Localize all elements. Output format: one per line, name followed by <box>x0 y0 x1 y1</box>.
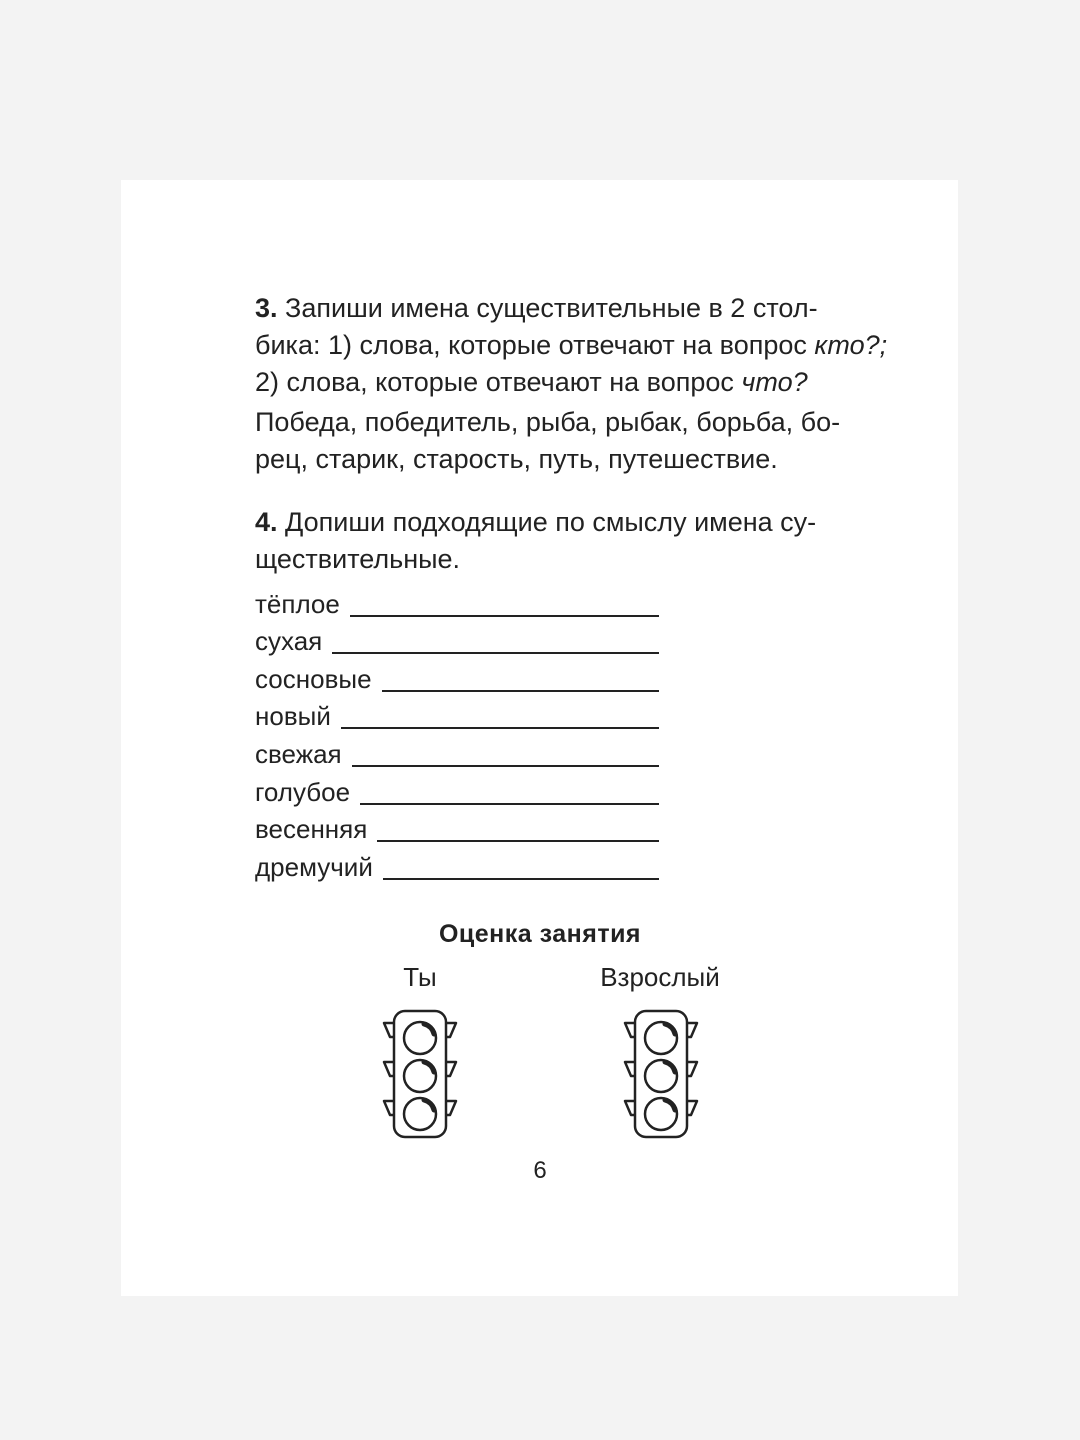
adjective: дремучий <box>255 851 373 882</box>
answer-line[interactable] <box>332 634 659 654</box>
task-3-word-list <box>255 404 840 478</box>
rater-adult-label: Взрослый <box>600 962 720 992</box>
answer-line[interactable] <box>341 709 659 729</box>
fill-in-list <box>255 582 659 883</box>
task-4-line-2: ществительные. <box>255 544 461 574</box>
adjective: тёплое <box>255 588 340 619</box>
adjective: весенняя <box>255 814 368 845</box>
answer-line[interactable] <box>377 822 659 842</box>
adjective: сосновые <box>255 663 372 694</box>
task-3-instructions <box>255 290 887 401</box>
fill-item <box>255 620 659 658</box>
rating-title: Оценка занятия <box>438 920 642 948</box>
traffic-light-icon[interactable] <box>621 1005 701 1141</box>
fill-item <box>255 845 659 883</box>
answer-line[interactable] <box>382 672 659 692</box>
adjective: сухая <box>255 626 323 657</box>
answer-line[interactable] <box>360 785 659 805</box>
task-3-line-2: бика: 1) слова, которые отвечают на вопрос <box>255 330 815 360</box>
task-4-line-1: Допиши подходящие по смыслу имена су- <box>285 507 817 537</box>
adjective: свежая <box>255 738 342 769</box>
task-3-line-3: 2) слова, которые отвечают на вопрос <box>255 367 742 397</box>
task-3-number: 3. <box>255 293 278 323</box>
fill-item <box>255 582 659 620</box>
answer-line[interactable] <box>383 860 659 880</box>
fill-item <box>255 732 659 770</box>
answer-line[interactable] <box>350 597 659 617</box>
adjective: голубое <box>255 776 351 807</box>
answer-line[interactable] <box>352 747 659 767</box>
fill-item <box>255 770 659 808</box>
word-list-line-2: рец, старик, старость, путь, путешествие. <box>255 444 778 474</box>
word-list-line-1: Победа, победитель, рыба, рыбак, борьба, бо- <box>255 407 841 437</box>
task-4-instructions <box>255 504 816 578</box>
task-4-number: 4. <box>255 507 278 537</box>
question-who: кто?; <box>814 330 888 360</box>
rater-you-label: Ты <box>403 962 437 992</box>
fill-item <box>255 695 659 733</box>
traffic-light-icon[interactable] <box>380 1005 460 1141</box>
page-number: 6 <box>533 1157 547 1184</box>
task-3-line-1: Запиши имена существительные в 2 стол- <box>285 293 818 323</box>
question-what: что? <box>741 367 808 397</box>
adjective: новый <box>255 701 331 732</box>
fill-item <box>255 808 659 846</box>
fill-item <box>255 657 659 695</box>
